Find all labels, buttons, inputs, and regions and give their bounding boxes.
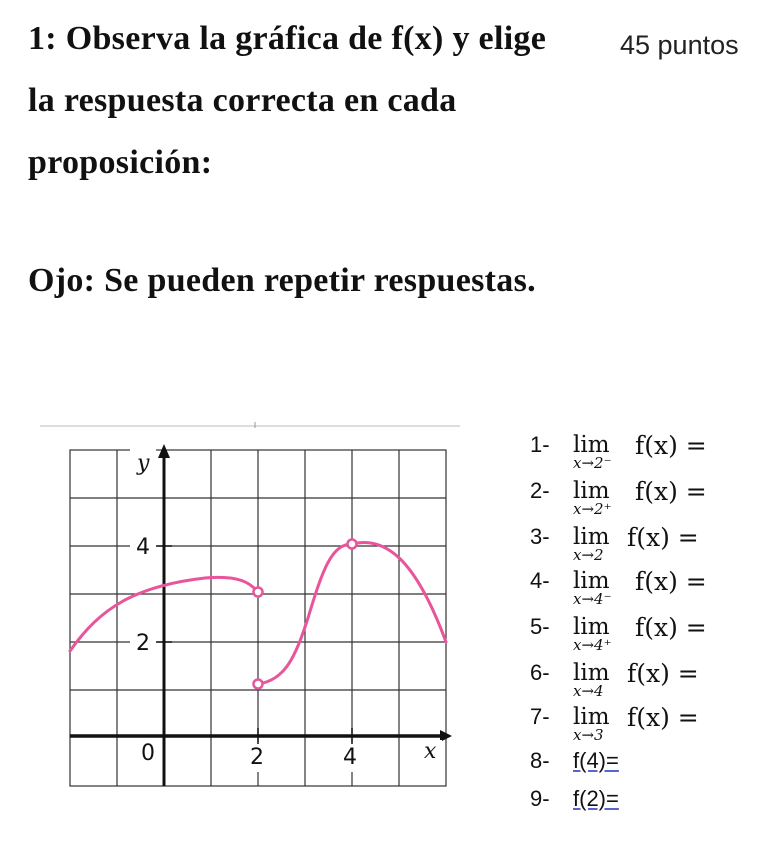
lim-word: lim xyxy=(573,568,610,594)
proposition-number: 5- xyxy=(530,614,550,639)
proposition-number: 9- xyxy=(530,786,550,811)
question-title-line-1: 1: Observa la gráfica de f(x) y elige xyxy=(28,20,547,57)
lim-subscript: x→4 xyxy=(573,682,604,700)
proposition-number: 4- xyxy=(530,568,550,593)
value-expression: f(4)= xyxy=(573,748,619,773)
lim-expression: f(x) = xyxy=(635,431,707,460)
lim-subscript: x→2⁻ xyxy=(573,454,612,472)
question-title-line-2: la respuesta correcta en cada xyxy=(28,82,457,119)
y-axis-arrow xyxy=(158,444,170,458)
lim-word: lim xyxy=(573,478,610,504)
lim-subscript: x→2 xyxy=(573,546,604,564)
proposition-number: 1- xyxy=(530,432,550,457)
x-tick-label-2: 2 xyxy=(250,745,264,770)
proposition-number: 6- xyxy=(530,660,550,685)
lim-word: lim xyxy=(573,432,610,458)
y-tick-label-2: 2 xyxy=(136,631,150,656)
x-tick-label-0: 0 xyxy=(141,741,155,766)
lim-expression: f(x) = xyxy=(635,613,707,642)
y-tick-label-4: 4 xyxy=(136,535,150,560)
proposition-number: 7- xyxy=(530,704,550,729)
open-point-at-4 xyxy=(348,540,357,549)
question-note: Ojo: Se pueden repetir respuestas. xyxy=(28,262,536,299)
lim-subscript: x→3 xyxy=(573,726,604,744)
y-axis-label: y xyxy=(137,451,150,476)
open-point-at-2 xyxy=(254,588,263,597)
lim-subscript: x→4⁺ xyxy=(573,636,612,654)
lim-word: lim xyxy=(573,614,610,640)
x-tick-label-4: 4 xyxy=(343,745,357,770)
proposition-number: 2- xyxy=(530,478,550,503)
lim-expression: f(x) = xyxy=(635,477,707,506)
proposition-number: 8- xyxy=(530,748,550,773)
lim-subscript: x→2⁺ xyxy=(573,500,612,518)
lim-expression: f(x) = xyxy=(627,659,699,688)
lim-expression: f(x) = xyxy=(635,567,707,596)
value-expression: f(2)= xyxy=(573,786,619,811)
lim-expression: f(x) = xyxy=(627,523,699,552)
function-graph xyxy=(40,418,480,798)
point-at-2-lower xyxy=(254,680,263,689)
lim-word: lim xyxy=(573,524,610,550)
x-axis-label: x xyxy=(424,739,437,764)
points-label: 45 puntos xyxy=(620,30,739,60)
lim-expression: f(x) = xyxy=(627,703,699,732)
lim-word: lim xyxy=(573,704,610,730)
lim-word: lim xyxy=(573,660,610,686)
lim-subscript: x→4⁻ xyxy=(573,590,612,608)
proposition-number: 3- xyxy=(530,524,550,549)
question-title-line-3: proposición: xyxy=(28,144,213,181)
